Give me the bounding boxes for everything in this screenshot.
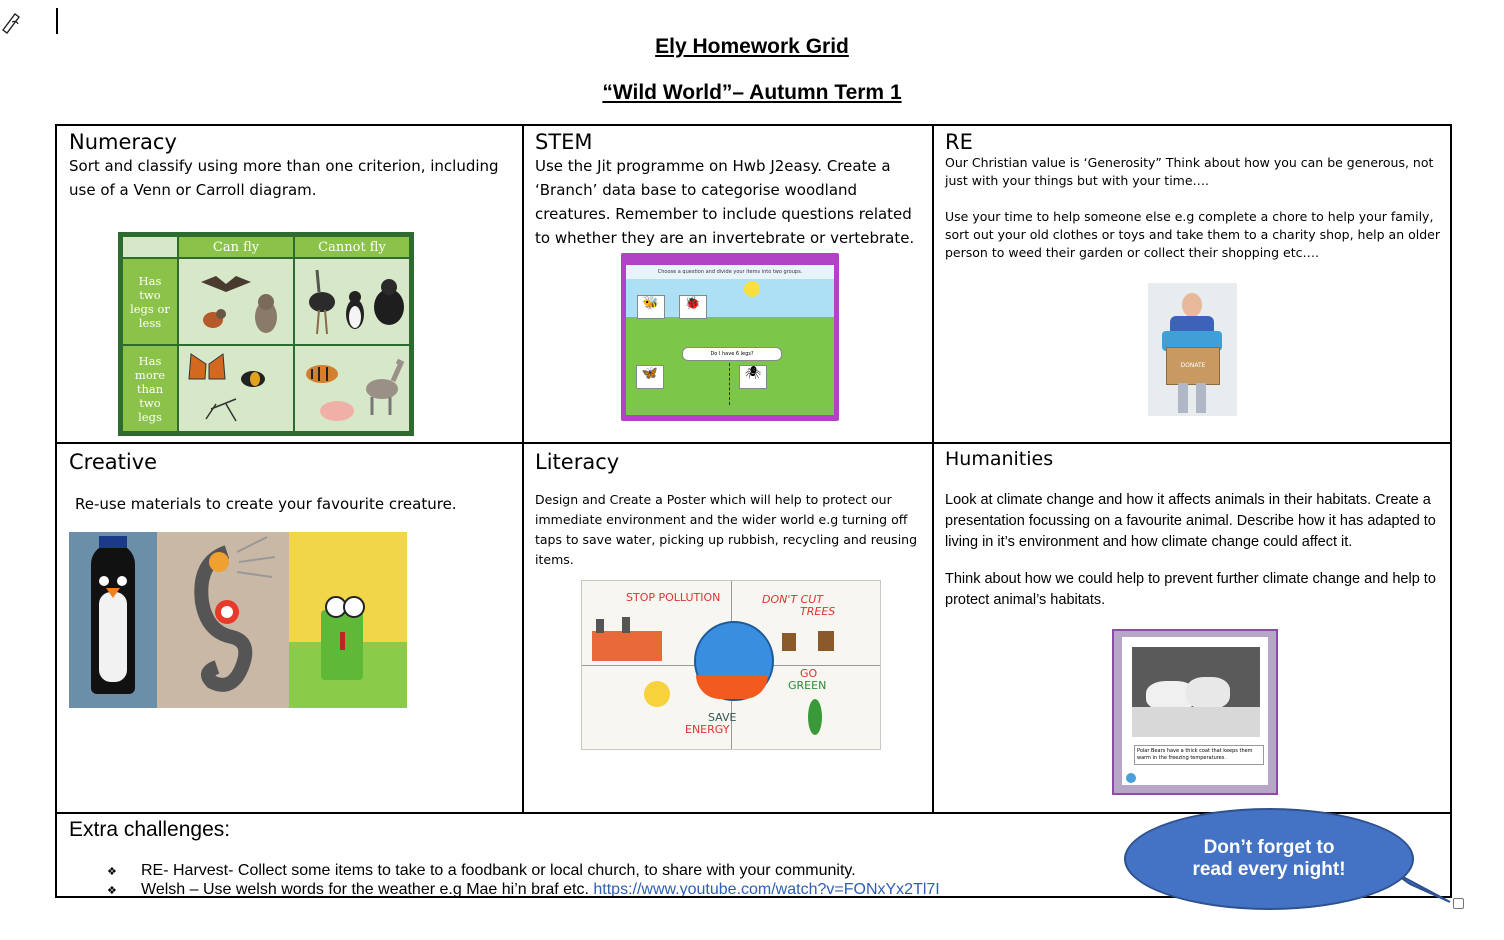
carroll-cell-fly-two-legs xyxy=(178,258,294,345)
resize-handle-icon[interactable] xyxy=(1453,898,1464,909)
stem-cell xyxy=(522,124,934,444)
extra-bullet-1: ❖ RE- Harvest- Collect some items to take to a foodbank or local church, to share with your community. xyxy=(107,862,856,879)
poster-go: GO xyxy=(800,667,818,680)
poster-save: SAVE xyxy=(708,711,737,724)
extra-heading: Extra challenges: xyxy=(69,818,231,841)
jit-screenshot xyxy=(621,253,839,421)
literacy-cell xyxy=(522,442,934,814)
re-text-2: Use your time to help someone else e.g complete a chore to help your family, sort out your old clothes or toys and take them to a charity shop, help an older person to weed their garden or collect their shopping etc…. xyxy=(945,209,1440,260)
diamond-bullet-icon: ❖ xyxy=(107,866,117,878)
creative-heading: Creative xyxy=(69,450,158,474)
poster-trees: TREES xyxy=(800,605,836,618)
carroll-cell-fly-more-legs xyxy=(178,345,294,432)
numeracy-text: Sort and classify using more than one criterion, including use of a Venn or Carroll diagram. xyxy=(69,157,499,199)
bubble-line-2: read every night! xyxy=(1192,859,1346,880)
carroll-row-more-legs: Has more than two legs xyxy=(122,345,178,432)
seahorse-craft-photo xyxy=(157,532,289,708)
re-cell xyxy=(932,124,1452,444)
sun-icon xyxy=(744,281,760,297)
bee-card[interactable]: 🐝 xyxy=(637,295,665,319)
page-subtitle: “Wild World”– Autumn Term 1 xyxy=(602,81,902,104)
polar-bear-caption: Polar Bears have a thick coat that keeps them warm in the freezing temperatures. xyxy=(1134,745,1264,765)
carroll-diagram xyxy=(118,232,414,436)
re-text-1: Our Christian value is ‘Generosity” Think about how you can be generous, not just with your things but with your time…. xyxy=(945,155,1434,188)
penguin-craft-photo xyxy=(69,532,157,708)
carroll-cell-nofly-more-legs xyxy=(294,345,410,432)
literacy-text: Design and Create a Poster which will help to protect our immediate environment and the wider world e.g turning off taps to save water, picking up rubbish, recycling and reusing items. xyxy=(535,492,918,567)
diamond-bullet-icon: ❖ xyxy=(107,885,117,897)
creative-text: Re-use materials to create your favourite creature. xyxy=(75,495,457,513)
poster-energy: ENERGY xyxy=(685,723,730,736)
stem-heading: STEM xyxy=(535,130,593,154)
poster-dont-cut: DON'T CUT xyxy=(762,593,824,606)
carroll-cell-nofly-two-legs xyxy=(294,258,410,345)
pen-icon[interactable] xyxy=(0,8,22,34)
literacy-heading: Literacy xyxy=(535,450,620,474)
text-cursor-icon xyxy=(56,8,58,34)
youtube-link[interactable]: https://www.youtube.com/watch?v=FONxYx2Tl7I xyxy=(593,881,940,898)
donate-photo xyxy=(1148,283,1237,416)
donate-box: DONATE xyxy=(1166,347,1220,385)
re-heading: RE xyxy=(945,130,973,154)
humanities-text-1: Look at climate change and how it affects animals in their habitats. Create a presentation focussing on a favourite animal. Describe how it has adapted to living in it’s environment and how climate change could affect it. xyxy=(945,492,1436,550)
spider-card[interactable]: 🐞 xyxy=(679,295,707,319)
poster-green: GREEN xyxy=(788,679,827,692)
bubble-line-1: Don’t forget to xyxy=(1203,837,1335,858)
numeracy-cell xyxy=(55,124,524,444)
page-title: Ely Homework Grid xyxy=(655,35,849,58)
humanities-heading: Humanities xyxy=(945,448,1054,470)
beetle-card[interactable]: 🕷 xyxy=(739,365,767,389)
polar-bear-slide xyxy=(1112,629,1278,795)
numeracy-heading: Numeracy xyxy=(69,130,177,154)
reading-reminder-bubble[interactable] xyxy=(1124,808,1414,910)
environment-poster xyxy=(581,580,881,750)
creative-cell xyxy=(55,442,524,814)
poster-stop-pollution: STOP POLLUTION xyxy=(626,591,721,604)
carroll-col-cannot-fly: Cannot fly xyxy=(294,236,410,258)
carroll-row-two-legs: Has two legs or less xyxy=(122,258,178,345)
stem-text: Use the Jit programme on Hwb J2easy. Create a ‘Branch’ data base to categorise woodland creatures. Remember to include questions related to whether they are an invertebrate or vertebrate. xyxy=(535,157,915,247)
butterfly-card[interactable]: 🦋 xyxy=(636,365,664,389)
extra-bullet-2: ❖ Welsh – Use welsh words for the weather e.g Mae hi’n braf etc. https://www.youtube.com/watch?v=FONxYx2Tl7I xyxy=(107,881,940,898)
humanities-cell xyxy=(932,442,1452,814)
humanities-text-2: Think about how we could help to prevent further climate change and help to protect animal’s habitats. xyxy=(945,571,1436,608)
jit-instruction: Choose a question and divide your items into two groups. xyxy=(626,265,834,279)
carroll-col-can-fly: Can fly xyxy=(178,236,294,258)
frog-craft-photo xyxy=(289,532,407,708)
jit-question[interactable]: Do I have 6 legs? xyxy=(682,347,782,361)
